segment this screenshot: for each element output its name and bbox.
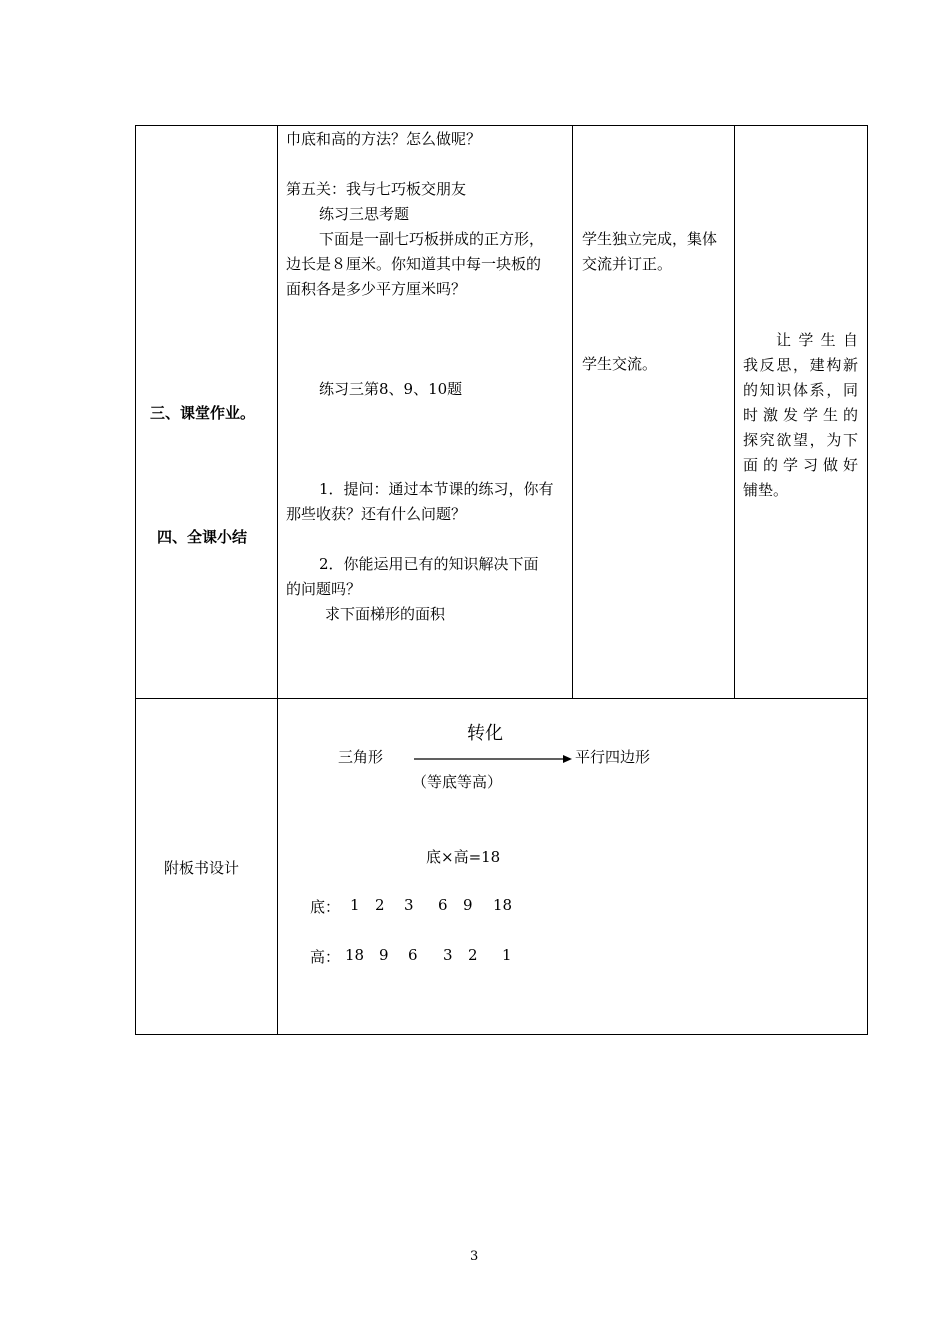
intent-line-6: 面的学习做好: [743, 456, 858, 474]
level5-title: 第五关：我与七巧板交朋友: [286, 180, 467, 198]
transform-arrow: [413, 752, 573, 766]
height-value: 1: [502, 946, 512, 964]
table-col-divider-3: [734, 125, 735, 698]
height-value: 3: [443, 946, 453, 964]
section-label-homework: 三、课堂作业。: [150, 404, 256, 422]
base-label: 底：: [310, 898, 341, 916]
table-col-divider-2: [572, 125, 573, 698]
homework-exercises: 练习三第8、9、10题: [319, 380, 463, 398]
question-1-line-1: 1．提问：通过本节课的练习，你有: [319, 480, 554, 498]
section-label-summary: 四、全课小结: [157, 528, 248, 546]
page-number: 3: [470, 1249, 479, 1264]
intent-line-5: 探究欲望，为下: [743, 431, 858, 449]
question-2-line-3: 求下面梯形的面积: [325, 605, 446, 623]
to-shape: 平行四边形: [575, 748, 651, 766]
formula: 底×高=18: [426, 848, 501, 866]
student-activity-1-line-1: 学生独立完成，集体: [582, 230, 718, 248]
height-value: 18: [345, 946, 365, 964]
convert-word: 转化: [467, 723, 503, 744]
height-value: 9: [379, 946, 389, 964]
intent-line-4: 时激发学生的: [743, 406, 858, 424]
base-value: 6: [438, 896, 448, 914]
table-col-divider-1: [277, 125, 278, 1035]
table-top-border: [135, 125, 868, 126]
blackboard-design-label: 附板书设计: [164, 859, 240, 877]
intent-line-1: 让学生自: [776, 331, 858, 349]
base-value: 3: [404, 896, 414, 914]
question-1-line-2: 那些收获？还有什么问题？: [286, 505, 467, 523]
base-value: 1: [350, 896, 360, 914]
table-row-divider: [135, 698, 868, 699]
problem-line-1: 下面是一副七巧板拼成的正方形，: [319, 230, 545, 248]
table-right-border: [867, 125, 868, 1035]
content-continuation-line: 巾底和高的方法？怎么做呢？: [286, 130, 482, 148]
intent-line-2: 我反思，建构新: [743, 356, 858, 374]
problem-line-3: 面积各是多少平方厘米吗？: [286, 280, 467, 298]
student-activity-1-line-2: 交流并订正。: [582, 255, 673, 273]
base-value: 18: [493, 896, 513, 914]
base-value: 9: [463, 896, 473, 914]
height-value: 6: [408, 946, 418, 964]
student-activity-2: 学生交流。: [582, 355, 658, 373]
exercise-title: 练习三思考题: [319, 205, 410, 223]
base-value: 2: [375, 896, 385, 914]
intent-line-7: 铺垫。: [743, 481, 789, 499]
table-bottom-border: [135, 1034, 868, 1035]
problem-line-2: 边长是８厘米。你知道其中每一块板的: [286, 255, 542, 273]
table-left-border: [135, 125, 136, 1035]
question-2-line-2: 的问题吗？: [286, 580, 362, 598]
condition-note: （等底等高）: [412, 773, 503, 791]
question-2-line-1: 2．你能运用已有的知识解决下面: [319, 555, 539, 573]
from-shape: 三角形: [338, 748, 384, 766]
height-value: 2: [468, 946, 478, 964]
height-label: 高：: [310, 948, 341, 966]
intent-line-3: 的知识体系，同: [743, 381, 858, 399]
